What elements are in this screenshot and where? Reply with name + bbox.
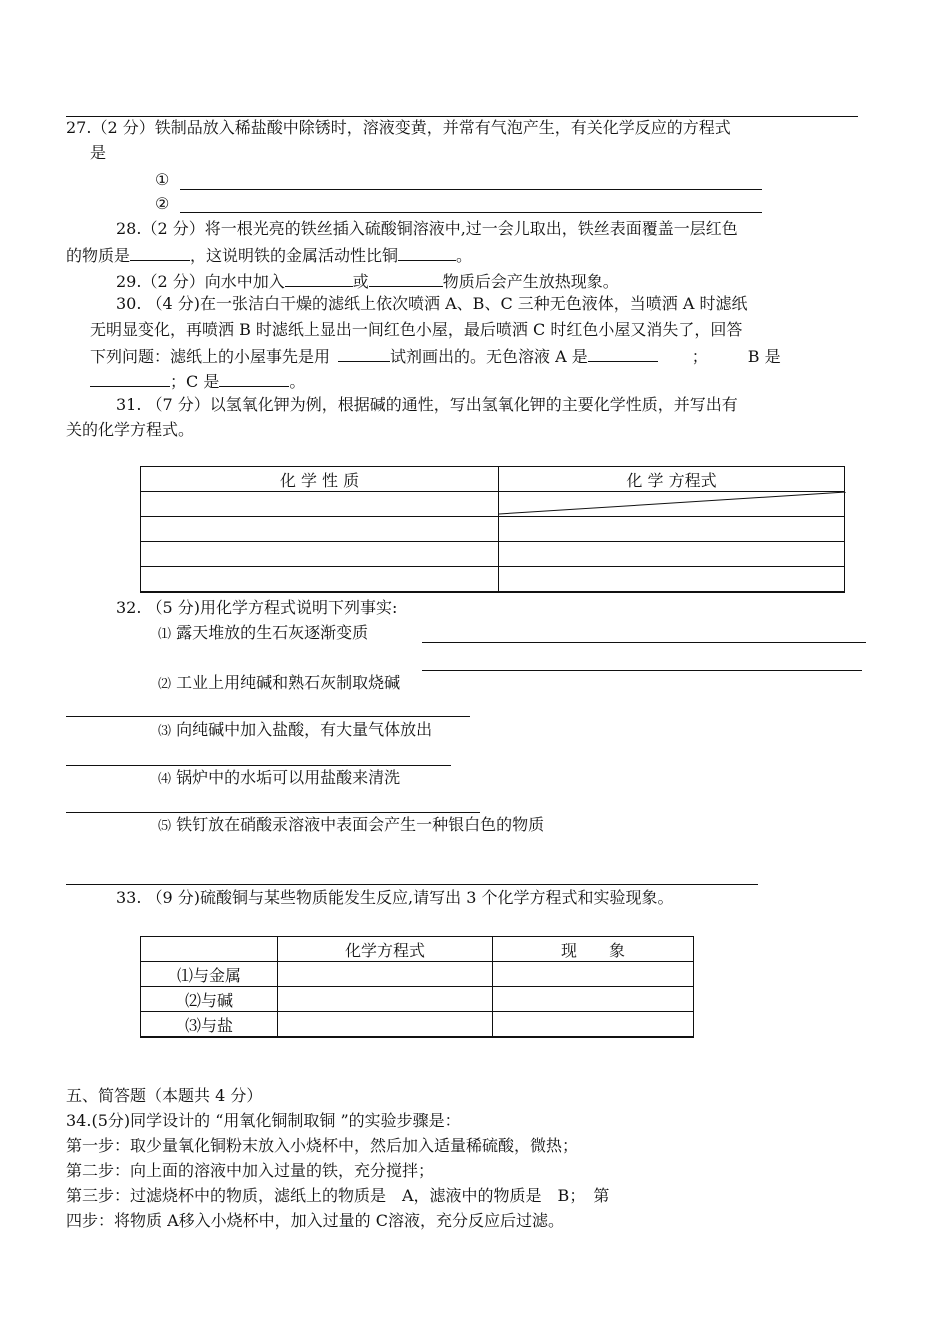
q29-blank-1[interactable] — [285, 270, 353, 287]
q31-cell[interactable] — [141, 492, 499, 517]
q32-item2 — [158, 673, 400, 695]
q27-answer2-blank[interactable] — [180, 212, 762, 213]
q31-cell[interactable] — [499, 517, 845, 542]
q31-cell[interactable] — [499, 567, 845, 593]
q30-line4 — [90, 370, 305, 392]
q31-line2: 关的化学方程式。 — [66, 420, 195, 439]
q33-row-label: ⑶与盐 — [141, 1012, 278, 1038]
q27-line1: 27.（2 分）铁制品放入稀盐酸中除锈时，溶液变黄，并常有气泡产生，有关化学反应的方程式 — [66, 118, 731, 137]
q32-text3: 向纯碱中加入盐酸，有大量气体放出 — [176, 720, 433, 739]
q29-line — [116, 270, 619, 292]
q32-blank3[interactable] — [66, 765, 451, 766]
q32-num1: ⑴ — [158, 627, 172, 642]
q31-header-equation: 化 学 方程式 — [499, 467, 845, 492]
q30-text-d: B 是 — [747, 347, 781, 366]
q30-text-b: 试剂画出的。无色溶液 A 是 — [390, 347, 588, 366]
q33-cell[interactable] — [493, 987, 694, 1012]
q31-cell[interactable] — [141, 567, 499, 593]
q30-blank-B[interactable] — [90, 370, 170, 387]
q33-header-equation: 化学方程式 — [278, 937, 493, 962]
q34-step2: 第二步：向上面的溶液中加入过量的铁，充分搅拌； — [66, 1161, 435, 1180]
q33-header-phenomenon: 现 象 — [493, 937, 694, 962]
q32-num5: ⑸ — [158, 819, 172, 834]
q30-text-c: ； — [691, 347, 708, 366]
q32-item1 — [158, 623, 368, 645]
q31-table — [140, 466, 845, 593]
top-rule — [66, 116, 858, 117]
q30-line2: 无明显变化，再喷洒 B 时滤纸上显出一间红色小屋，最后喷洒 C 时红色小屋又消失了，回答 — [90, 320, 743, 339]
q32-item4 — [158, 768, 400, 790]
q28-line2 — [66, 244, 472, 266]
q32-num3: ⑶ — [158, 724, 172, 739]
q30-text-a: 下列问题：滤纸上的小屋事先是用 — [90, 347, 331, 366]
q32-blank4[interactable] — [66, 812, 480, 813]
q33-row-label: ⑵与碱 — [141, 987, 278, 1012]
q27-answer1-marker: ① — [155, 170, 170, 189]
q32-item5 — [158, 815, 544, 837]
q28-blank-2[interactable] — [398, 244, 456, 261]
q32-intro: 32. （5 分)用化学方程式说明下列事实: — [116, 598, 398, 617]
q27-answer1-blank[interactable] — [180, 189, 762, 190]
slash-line — [499, 492, 846, 516]
q28-text-a: 的物质是 — [66, 246, 131, 265]
q33-cell[interactable] — [278, 987, 493, 1012]
q34-step3: 第三步：过滤烧杯中的物质，滤纸上的物质是 A，滤液中的物质是 B； 第 — [66, 1186, 610, 1205]
q33-cell[interactable] — [278, 1012, 493, 1038]
q33-intro: 33. （9 分)硫酸铜与某些物质能发生反应,请写出 3 个化学方程式和实验现象。 — [116, 888, 674, 907]
q28-blank-1[interactable] — [130, 244, 190, 261]
q33-row-label: ⑴与金属 — [141, 962, 278, 987]
q32-item3 — [158, 720, 432, 742]
q32-blank2[interactable] — [66, 716, 470, 717]
q33-table — [140, 936, 694, 1038]
q29-blank-2[interactable] — [369, 270, 443, 287]
q31-cell[interactable] — [141, 517, 499, 542]
q31-cell[interactable] — [499, 542, 845, 567]
section5-title: 五、简答题（本题共 4 分） — [66, 1086, 263, 1105]
q29-text-c: 物质后会产生放热现象。 — [442, 272, 619, 291]
q30-blank-reagent[interactable] — [338, 345, 390, 362]
q30-blank-C[interactable] — [219, 370, 289, 387]
q32-num4: ⑷ — [158, 772, 172, 787]
q27-line2: 是 — [90, 143, 107, 162]
q31-header-property: 化 学 性 质 — [141, 467, 499, 492]
q30-blank-A[interactable] — [588, 345, 658, 362]
q28-text-c: 。 — [456, 246, 473, 265]
q33-cell[interactable] — [278, 962, 493, 987]
q27-answer2-marker: ② — [155, 194, 170, 213]
q32-text4: 锅炉中的水垢可以用盐酸来清洗 — [176, 768, 401, 787]
q32-text1: 露天堆放的生石灰逐渐变质 — [176, 623, 369, 642]
q30-text-e: ；C 是 — [170, 372, 220, 391]
q29-text-a: 29.（2 分）向水中加入 — [116, 272, 285, 291]
q30-line1: 30. （4 分)在一张洁白干燥的滤纸上依次喷洒 A、B、C 三种无色液体，当喷洒 A 时滤纸 — [116, 294, 748, 313]
q33-cell[interactable] — [493, 962, 694, 987]
q32-num2: ⑵ — [158, 677, 172, 692]
q30-line3 — [90, 345, 781, 367]
q33-header-blank — [141, 937, 278, 962]
q33-cell[interactable] — [493, 1012, 694, 1038]
q34-step1: 第一步：取少量氧化铜粉末放入小烧杯中，然后加入适量稀硫酸，微热； — [66, 1136, 579, 1155]
q31-cell[interactable] — [141, 542, 499, 567]
q32-text5: 铁钉放在硝酸汞溶液中表面会产生一种银白色的物质 — [176, 815, 545, 834]
q31-cell-slashed[interactable] — [499, 492, 845, 517]
q28-text-b: ，这说明铁的金属活动性比铜 — [190, 246, 399, 265]
q31-line1: 31. （7 分）以氢氧化钾为例，根据碱的通性，写出氢氧化钾的主要化学性质，并写出有 — [116, 395, 738, 414]
q34-step4: 四步：将物质 A移入小烧杯中，加入过量的 C溶液，充分反应后过滤。 — [66, 1211, 564, 1230]
q30-text-f: 。 — [289, 372, 306, 391]
q32-blank5[interactable] — [66, 884, 758, 885]
q32-blank1b[interactable] — [422, 670, 862, 671]
q28-line1: 28.（2 分）将一根光亮的铁丝插入硫酸铜溶液中,过一会儿取出，铁丝表面覆盖一层红色 — [116, 219, 738, 238]
q32-blank1[interactable] — [422, 642, 866, 643]
q34-intro: 34.(5分)同学设计的 “用氧化铜制取铜 ”的实验步骤是： — [66, 1111, 461, 1130]
q32-text2: 工业上用纯碱和熟石灰制取烧碱 — [176, 673, 401, 692]
q29-text-b: 或 — [352, 272, 369, 291]
